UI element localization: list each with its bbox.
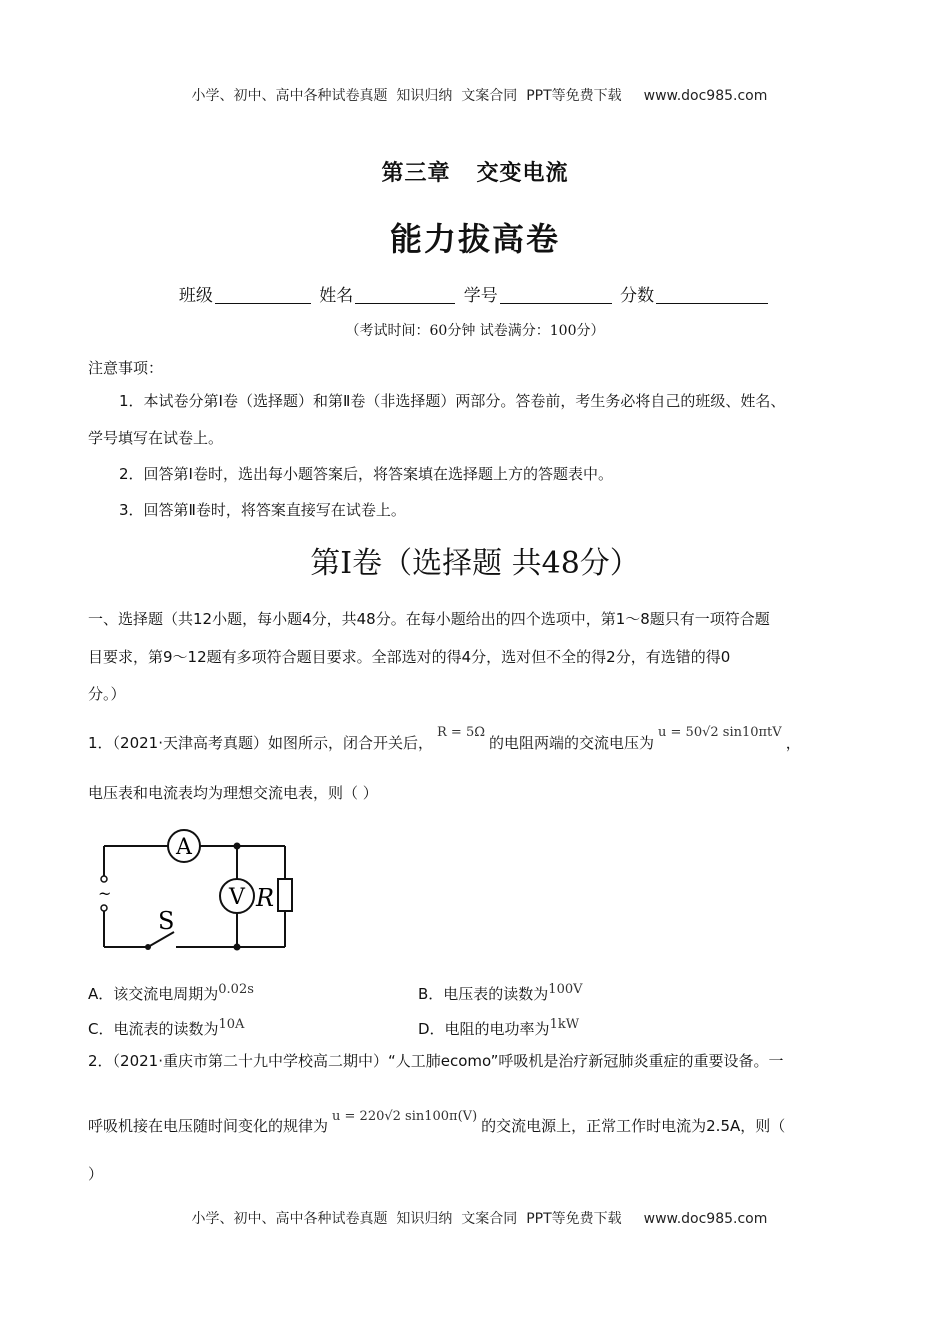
section-title: 第Ⅰ卷（选择题 共48分） (310, 546, 640, 581)
resistor-symbol (278, 879, 292, 911)
q1-middle: 的电阻两端的交流电压为 (489, 734, 655, 752)
score-label: 分数 (620, 286, 655, 306)
id-label: 学号 (463, 286, 498, 306)
option-a-label: A．该交流电周期为 (88, 985, 219, 1003)
q1-text-line-2: 电压表和电流表均为理想交流电表，则（ ） (88, 784, 378, 802)
class-label: 班级 (178, 286, 213, 306)
q1-text (88, 725, 801, 755)
q1-resistance-formula: R = 5Ω (437, 725, 485, 740)
q1-option-c[interactable] (88, 1018, 244, 1039)
resistor-label: R (256, 884, 275, 912)
score-blank[interactable] (656, 285, 768, 304)
q1-option-b[interactable] (418, 983, 583, 1004)
footer-site-link[interactable]: www.doc985.com (643, 1211, 768, 1227)
note-item-2: 2．回答第Ⅰ卷时，选出每小题答案后，将答案填在选择题上方的答题表中。 (119, 465, 613, 483)
q1-prefix: 1．（2021·天津高考真题）如图所示，闭合开关后， (88, 734, 433, 752)
q1-option-d[interactable] (418, 1018, 579, 1039)
q2-text-line-3: ） (88, 1165, 104, 1183)
header-text: 小学、初中、高中各种试卷真题 知识归纳 文案合同 PPT等免费下载 (191, 88, 622, 104)
student-info-line (0, 281, 950, 306)
q1-option-a[interactable] (88, 983, 254, 1004)
page-footer (0, 1192, 950, 1228)
note-item-1: 1．本试卷分第Ⅰ卷（选择题）和第Ⅱ卷（非选择题）两部分。答卷前，考生务必将自己的班级、姓名、 (119, 392, 786, 410)
option-b-label: B．电压表的读数为 (418, 985, 549, 1003)
header-site-link[interactable]: www.doc985.com (643, 88, 768, 104)
note-item-3: 3．回答第Ⅱ卷时，将答案直接写在试卷上。 (119, 501, 406, 519)
page-title: 能力拔高卷 (389, 220, 560, 258)
class-blank[interactable] (215, 285, 311, 304)
q2-prefix: 呼吸机接在电压随时间变化的规律为 (88, 1117, 329, 1135)
source-terminal-bottom (101, 905, 107, 911)
instructions-line-1: 一、选择题（共12小题，每小题4分，共48分。在每小题给出的四个选项中，第1～8题只有一项符合题 (88, 610, 770, 628)
chapter-name: 交变电流 (476, 161, 569, 186)
source-terminal-top (101, 876, 107, 882)
circuit-diagram (92, 822, 302, 957)
ac-source-symbol: ~ (98, 884, 112, 903)
chapter-title (0, 156, 950, 187)
option-c-value: 10A (218, 1017, 245, 1032)
name-blank[interactable] (355, 285, 455, 304)
junction-bottom (234, 944, 241, 951)
chapter-number: 第三章 (381, 161, 451, 186)
exam-info: （考试时间：60分钟 试卷满分：100分） (345, 323, 605, 339)
page-header (0, 69, 950, 105)
junction-top (234, 843, 241, 850)
q2-suffix: 的交流电源上，正常工作时电流为2.5A，则（ (481, 1117, 786, 1135)
q2-voltage-formula: u = 220√2 sin100π(V) (332, 1109, 478, 1124)
q1-voltage-formula: u = 50√2 sin10πtV (658, 725, 782, 740)
option-b-value: 100V (548, 982, 583, 997)
switch-label: S (158, 907, 175, 935)
option-c-label: C．电流表的读数为 (88, 1020, 219, 1038)
option-d-label: D．电阻的电功率为 (418, 1020, 550, 1038)
id-blank[interactable] (500, 285, 612, 304)
notes-heading: 注意事项： (88, 359, 164, 377)
option-a-value: 0.02s (218, 982, 254, 997)
q1-comma: ， (785, 734, 801, 752)
voltmeter-label: V (229, 885, 245, 910)
switch-pivot (145, 944, 151, 950)
instructions-line-2: 目要求，第9～12题有多项符合题目要求。全部选对的得4分，选对但不全的得2分，有选错的得0 (88, 648, 731, 666)
option-d-value: 1kW (549, 1017, 580, 1032)
name-label: 姓名 (319, 286, 354, 306)
ammeter-label: A (176, 835, 192, 860)
q2-text-line-1: 2．（2021·重庆市第二十九中学校高二期中）“人工肺ecomo”呼吸机是治疗新冠肺炎重症的重要设备。一 (88, 1052, 784, 1070)
footer-text: 小学、初中、高中各种试卷真题 知识归纳 文案合同 PPT等免费下载 (191, 1211, 622, 1227)
note-item-1-cont: 学号填写在试卷上。 (88, 429, 224, 447)
instructions-line-3: 分。） (88, 685, 126, 703)
q2-text-line-2 (88, 1109, 786, 1138)
